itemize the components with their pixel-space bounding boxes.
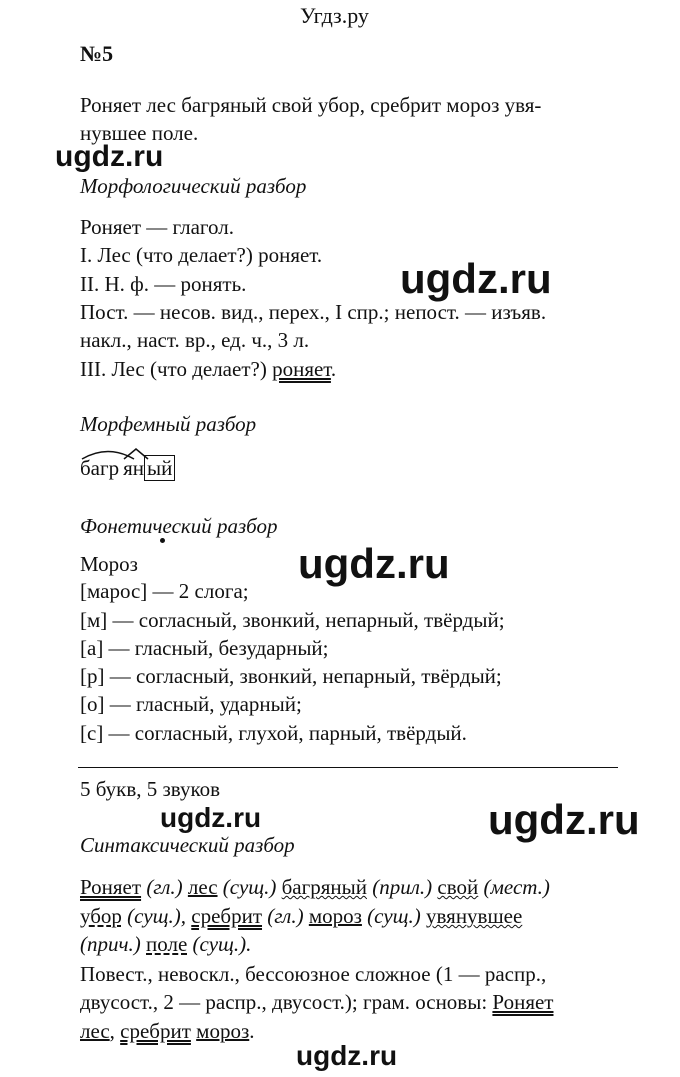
pos-note: (сущ.). xyxy=(187,932,252,956)
sentence-line-2: нувшее поле. xyxy=(80,121,199,145)
separator: , xyxy=(109,1019,121,1043)
phonetic-summary: 5 букв, 5 звуков xyxy=(80,777,221,801)
phonetic-line: [м] — согласный, звонкий, непарный, твёрдый; xyxy=(80,608,505,632)
morph-last-suffix: . xyxy=(330,357,337,381)
syntax-desc-2-prefix: двусост., 2 — распр., двусост.); грам. основы: xyxy=(80,990,493,1014)
pos-note: (прич.) xyxy=(80,932,147,956)
pos-note: (сущ.) xyxy=(361,904,427,928)
watermark: ugdz.ru xyxy=(296,1040,398,1071)
attribute: свой xyxy=(437,875,479,899)
subject: мороз xyxy=(308,904,362,928)
phonetic-line: [марос] — 2 слога; xyxy=(80,579,249,603)
task-number: №5 xyxy=(80,41,114,66)
separator: . xyxy=(249,1019,255,1043)
morph-line: накл., наст. вр., ед. ч., 3 л. xyxy=(80,328,310,352)
predicate: сребрит xyxy=(120,1019,191,1043)
phonetic-line: [а] — гласный, безударный; xyxy=(80,636,329,660)
predicate: сребрит xyxy=(191,904,263,928)
syntax-row-2 xyxy=(80,902,522,930)
syntax-row-3 xyxy=(80,930,251,958)
morph-line: I. Лес (что делает?) роняет. xyxy=(80,243,323,267)
stress-dot xyxy=(160,538,165,543)
subject: мороз xyxy=(196,1019,250,1043)
morph-line: II. Н. ф. — ронять. xyxy=(80,272,247,296)
predicate: Роняет xyxy=(492,990,554,1014)
syntax-desc-1: Повест., невоскл., бессоюзное сложное (1 — распр., xyxy=(80,962,547,986)
object: убор xyxy=(80,904,122,928)
suffix-text: ян xyxy=(123,456,145,480)
syntax-desc-3 xyxy=(80,1017,255,1045)
pos-note: (прил.) xyxy=(367,875,438,899)
phonetic-word: Мороз xyxy=(80,552,138,576)
root-morpheme xyxy=(80,456,119,481)
phonetic-line: [р] — согласный, звонкий, непарный, твёрдый; xyxy=(80,664,502,688)
morph-last-prefix: III. Лес (что делает?) xyxy=(80,357,273,381)
pos-note: (гл.) xyxy=(141,875,188,899)
syntax-row-1 xyxy=(80,873,550,901)
watermark: ugdz.ru xyxy=(160,802,262,833)
morph-line-last xyxy=(80,355,336,383)
pos-note: (сущ.), xyxy=(121,904,192,928)
predicate: Роняет xyxy=(80,875,142,899)
watermark: ugdz.ru xyxy=(400,255,552,302)
root-text: багр xyxy=(80,456,120,480)
predicate-word: роняет xyxy=(272,357,331,381)
ending-morpheme: ый xyxy=(144,455,175,481)
sentence-line-1: Роняет лес багряный свой убор, сребрит мороз увя- xyxy=(80,93,542,117)
pos-note: (сущ.) xyxy=(217,875,282,899)
pos-note: (мест.) xyxy=(478,875,550,899)
suffix-morpheme xyxy=(123,456,144,481)
watermark: ugdz.ru xyxy=(488,796,640,843)
phonetic-line: [о] — гласный, ударный; xyxy=(80,692,302,716)
phonetic-line: [с] — согласный, глухой, парный, твёрдый. xyxy=(80,721,467,745)
morpheme-breakdown xyxy=(80,456,175,481)
pos-note: (гл.) xyxy=(262,904,309,928)
attribute: багряный xyxy=(281,875,367,899)
divider xyxy=(78,767,618,768)
morph-line: Пост. — несов. вид., перех., I спр.; непост. — изъяв. xyxy=(80,300,547,324)
attribute: увянувшее xyxy=(426,904,523,928)
object: поле xyxy=(146,932,188,956)
suffix-caret-icon xyxy=(123,448,149,460)
phonetic-title: Фонетический разбор xyxy=(80,514,278,538)
subject: лес xyxy=(187,875,218,899)
watermark: ugdz.ru xyxy=(55,140,164,173)
morph-line: Роняет — глагол. xyxy=(80,215,234,239)
morphological-title: Морфологический разбор xyxy=(80,174,307,198)
morphemic-title: Морфемный разбор xyxy=(80,412,257,436)
syntactic-title: Синтаксический разбор xyxy=(80,833,295,857)
watermark: ugdz.ru xyxy=(298,540,450,587)
site-header: Угдз.ру xyxy=(300,3,369,28)
subject: лес xyxy=(80,1019,110,1043)
syntax-desc-2 xyxy=(80,988,553,1016)
